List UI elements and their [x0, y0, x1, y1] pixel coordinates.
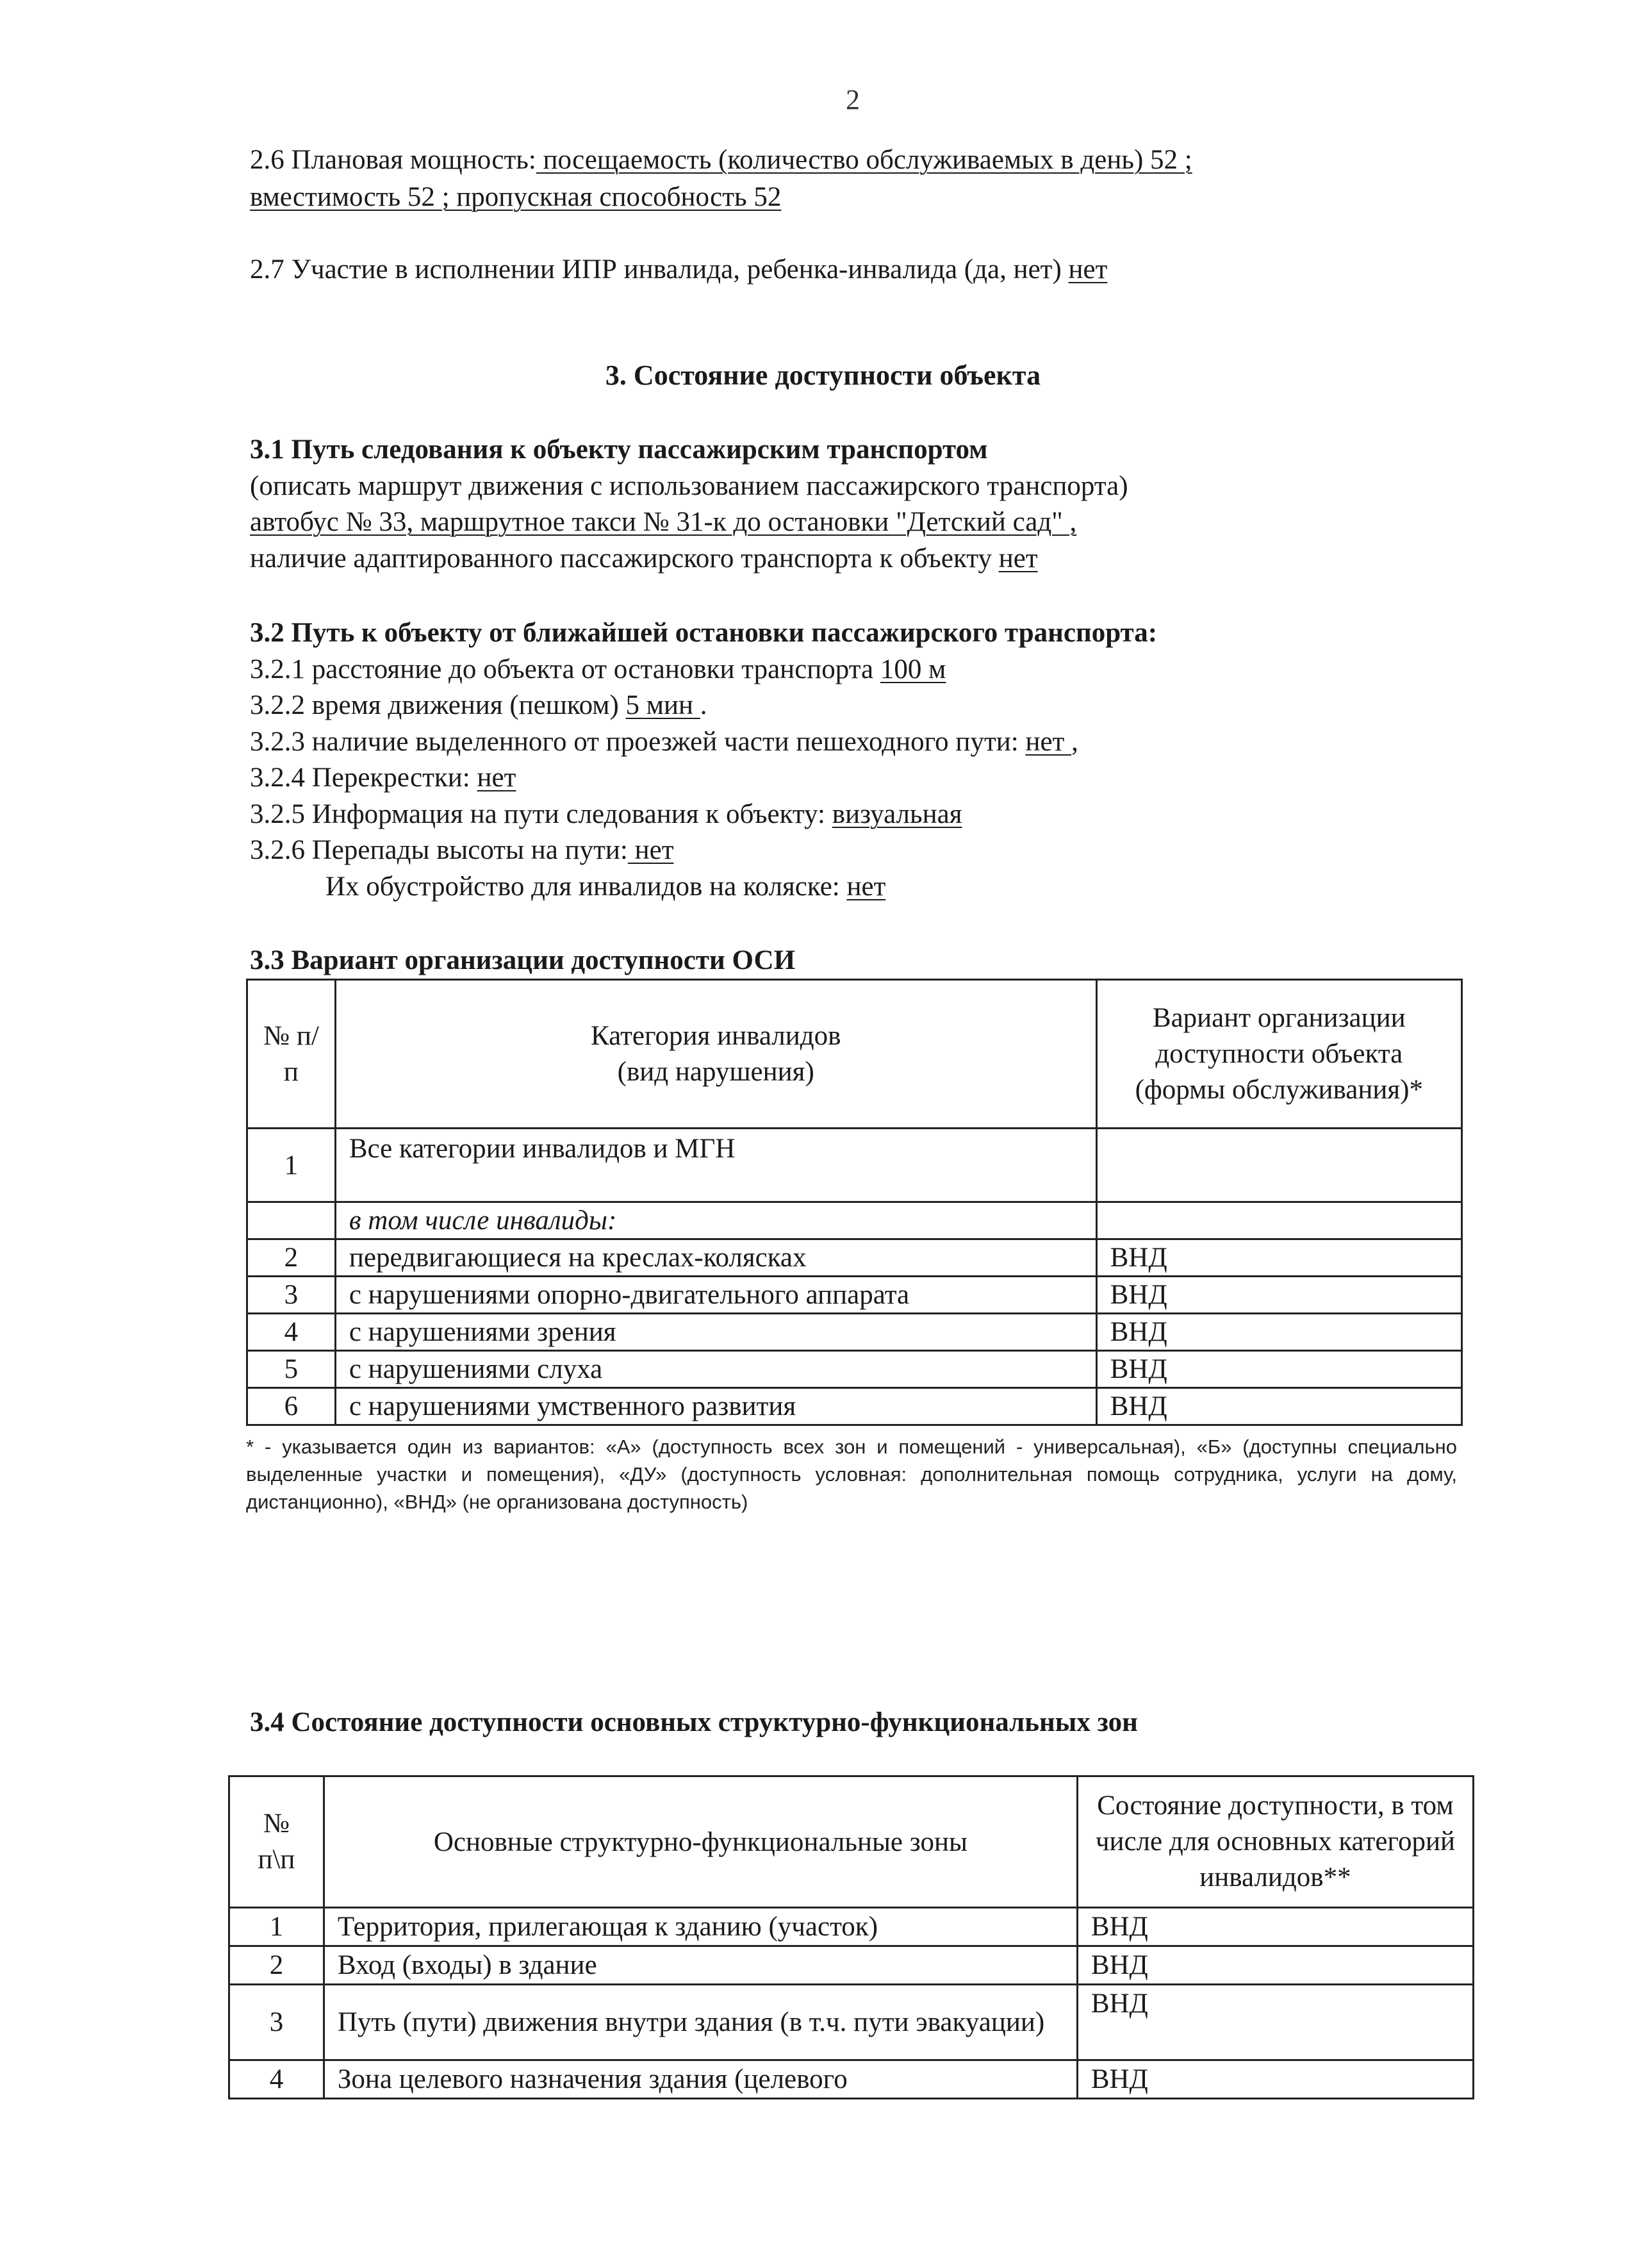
section-3-2-item: [250, 724, 1078, 760]
table-row: [247, 1129, 1462, 1202]
ipr-participation-line: [250, 252, 1107, 288]
functional-zones-table: [228, 1775, 1474, 2099]
wheelchair-arrangement-line: [325, 869, 885, 905]
item-value: 5 мин: [625, 690, 700, 720]
table-row: [247, 1314, 1462, 1351]
item-label: 3.2.6 Перепады высоты на пути:: [250, 835, 628, 865]
header-category: [335, 980, 1096, 1129]
header-number: № п\п: [229, 1776, 324, 1908]
table-row: [247, 1388, 1462, 1425]
row-subheader: в том числе инвалиды:: [335, 1202, 1096, 1239]
section-3-1-route: [250, 504, 1076, 540]
planned-capacity-capacity: вместимость 52 ; пропускная способность 52: [250, 182, 782, 212]
row-number-empty: [247, 1202, 336, 1239]
row-category: с нарушениями слуха: [335, 1351, 1096, 1388]
table-row: [247, 1351, 1462, 1388]
section-3-2-title: 3.2 Путь к объекту от ближайшей остановки пассажирского транспорта:: [250, 618, 1158, 648]
table-row: [229, 1908, 1474, 1946]
table-header-row: [247, 980, 1462, 1129]
accessibility-variant-table: [246, 979, 1463, 1426]
row-number: 2: [229, 1946, 324, 1985]
row-variant: ВНД: [1096, 1388, 1461, 1425]
row-state: ВНД: [1077, 1946, 1473, 1985]
ipr-participation-value: нет: [1068, 254, 1108, 285]
planned-capacity-attendance: посещаемость (количество обслуживаемых в день) 52 ;: [536, 145, 1192, 175]
section-3-2-item: [250, 652, 946, 688]
item-label: 3.2.1 расстояние до объекта от остановки транспорта: [250, 654, 880, 684]
header-category-line-1: Категория инвалидов: [591, 1020, 841, 1051]
item-label: 3.2.3 наличие выделенного от проезжей части пешеходного пути:: [250, 727, 1026, 757]
table-row: [247, 1239, 1462, 1277]
row-state: ВНД: [1077, 1908, 1473, 1946]
table-header-row: [229, 1776, 1474, 1908]
table-row: [229, 1985, 1474, 2060]
adapted-transport-value: нет: [998, 543, 1038, 574]
row-variant-empty: [1096, 1202, 1461, 1239]
item-value: нет: [477, 763, 516, 793]
row-number: 1: [229, 1908, 324, 1946]
item-value: нет: [1025, 727, 1072, 757]
row-state: ВНД: [1077, 1985, 1473, 2060]
item-value: 100 м: [880, 654, 946, 684]
header-state: Состояние доступности, в том числе для основных категорий инвалидов**: [1077, 1776, 1473, 1908]
row-category: с нарушениями умственного развития: [335, 1388, 1096, 1425]
section-3-2-item: [250, 832, 673, 868]
adapted-transport-label: наличие адаптированного пассажирского транспорта к объекту: [250, 543, 999, 574]
section-3-2-item: [250, 688, 707, 724]
item-after: ,: [1071, 727, 1078, 757]
header-variant: Вариант организации доступности объекта (формы обслуживания)*: [1096, 980, 1461, 1129]
row-variant: [1096, 1129, 1461, 1202]
row-category: с нарушениями опорно-двигательного аппарата: [335, 1277, 1096, 1314]
section-3-4-title: 3.4 Состояние доступности основных структурно-функциональных зон: [250, 1707, 1138, 1737]
planned-capacity-line-2: [250, 179, 781, 215]
row-number: 4: [229, 2060, 324, 2099]
table-subheader-row: [247, 1202, 1462, 1239]
section-3-2-item: [250, 797, 962, 832]
adapted-transport-line: [250, 541, 1038, 577]
row-zone: Территория, прилегающая к зданию (участок): [324, 1908, 1077, 1946]
item-label: 3.2.2 время движения (пешком): [250, 690, 626, 720]
section-3-2-item: [250, 760, 516, 796]
ipr-participation-label: 2.7 Участие в исполнении ИПР инвалида, ребенка-инвалида (да, нет): [250, 254, 1069, 285]
row-number: 6: [247, 1388, 336, 1425]
item-label: 3.2.4 Перекрестки:: [250, 763, 477, 793]
wheelchair-arrangement-value: нет: [846, 872, 886, 902]
route-value: автобус № 33, маршрутное такси № 31-к до остановки "Детский сад" ,: [250, 507, 1077, 537]
planned-capacity-label: 2.6 Плановая мощность:: [250, 145, 536, 175]
item-value: нет: [627, 835, 674, 865]
item-label: 3.2.5 Информация на пути следования к объекту:: [250, 799, 832, 829]
row-variant: ВНД: [1096, 1314, 1461, 1351]
section-3-1-title: 3.1 Путь следования к объекту пассажирским транспортом: [250, 435, 988, 465]
row-category: Все категории инвалидов и МГН: [335, 1129, 1096, 1202]
row-zone: Вход (входы) в здание: [324, 1946, 1077, 1985]
wheelchair-arrangement-label: Их обустройство для инвалидов на коляске:: [325, 872, 847, 902]
row-category: с нарушениями зрения: [335, 1314, 1096, 1351]
page-number: 2: [846, 84, 860, 115]
row-state: ВНД: [1077, 2060, 1473, 2099]
header-number-text: № п/п: [263, 1020, 319, 1087]
row-category: передвигающиеся на креслах-колясках: [335, 1239, 1096, 1277]
header-number: [247, 980, 336, 1129]
row-number: 3: [229, 1985, 324, 2060]
table-row: [229, 1946, 1474, 1985]
table-row: [247, 1277, 1462, 1314]
row-number: 3: [247, 1277, 336, 1314]
variant-footnote: * - указывается один из вариантов: «А» (доступность всех зон и помещений - универсальная), «Б» (доступны специально выделенные участки и помещения), «ДУ» (доступность условная: дополнительная помощь сотрудника, услуги на дому, дистанционно), «ВНД» (не организована доступность): [246, 1436, 1457, 1513]
row-variant: ВНД: [1096, 1277, 1461, 1314]
row-variant: ВНД: [1096, 1351, 1461, 1388]
row-zone: Путь (пути) движения внутри здания (в т.ч. пути эвакуации): [324, 1985, 1077, 2060]
row-number: 1: [247, 1129, 336, 1202]
header-zones: Основные структурно-функциональные зоны: [324, 1776, 1077, 1908]
row-variant: ВНД: [1096, 1239, 1461, 1277]
row-number: 5: [247, 1351, 336, 1388]
table-row: [229, 2060, 1474, 2099]
section-3-3-title: 3.3 Вариант организации доступности ОСИ: [250, 945, 796, 975]
item-value: визуальная: [832, 799, 962, 829]
planned-capacity-line-1: [250, 142, 1192, 178]
section-3-title: 3. Состояние доступности объекта: [605, 360, 1041, 391]
item-after: .: [700, 690, 707, 720]
row-zone: Зона целевого назначения здания (целевого: [324, 2060, 1077, 2099]
row-number: 4: [247, 1314, 336, 1351]
section-3-1-description: (описать маршрут движения с использованием пассажирского транспорта): [250, 471, 1128, 501]
row-number: 2: [247, 1239, 336, 1277]
header-category-line-2: (вид нарушения): [617, 1056, 814, 1087]
